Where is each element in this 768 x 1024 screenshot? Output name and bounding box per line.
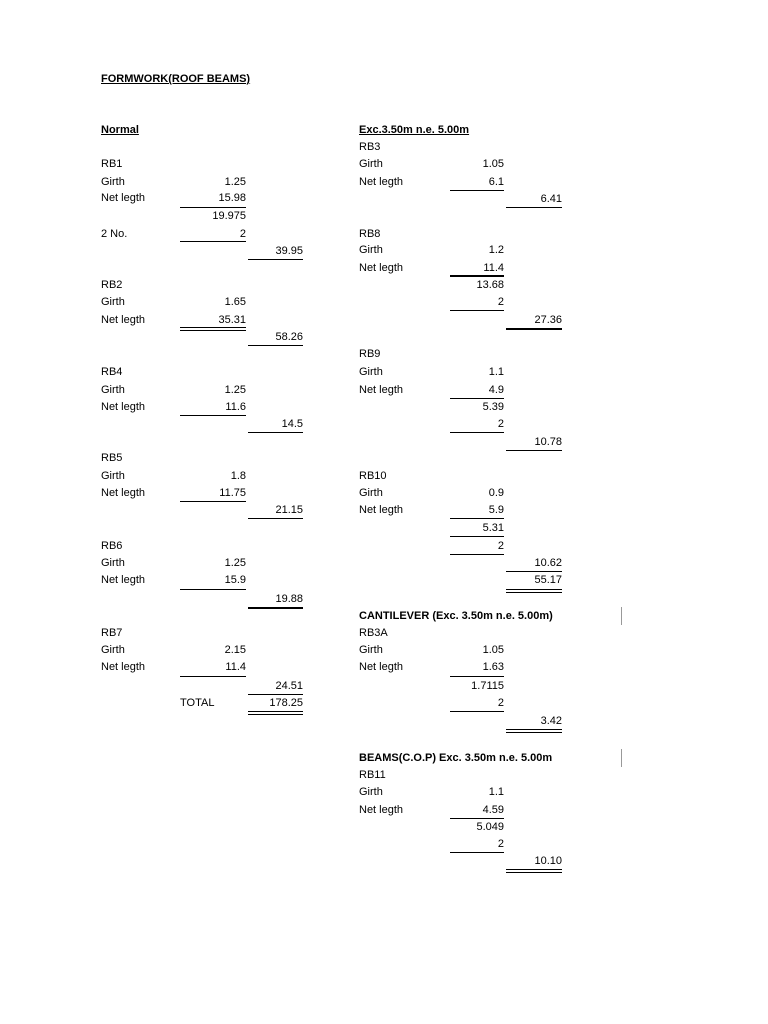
rb5-net-value: 11.75 — [219, 487, 246, 499]
net-length-label: Net legth — [359, 262, 404, 274]
beam-name-rb7: RB7 — [101, 627, 123, 639]
rb1-count-value: 2 — [239, 228, 246, 240]
rb1-count-label: 2 No. — [101, 228, 128, 240]
rb8-count-value: 2 — [497, 296, 504, 308]
rb3a-product-value: 1.7115 — [471, 680, 504, 692]
girth-label: Girth — [101, 176, 125, 188]
section-heading-normal: Normal — [101, 124, 139, 136]
beam-name-rb3a: RB3A — [359, 627, 388, 639]
girth-label: Girth — [101, 644, 125, 656]
girth-label: Girth — [359, 158, 383, 170]
rb11-net-value: 4.59 — [482, 804, 504, 816]
sum-line — [450, 818, 504, 819]
sum-line — [180, 501, 246, 502]
sum-line — [450, 310, 504, 311]
sum-line — [180, 589, 246, 590]
beam-name-rb3: RB3 — [359, 141, 381, 153]
sum-line — [450, 852, 504, 853]
rb7-net-value: 11.4 — [225, 661, 246, 673]
rb10-count-value: 2 — [497, 540, 504, 552]
beam-name-rb9: RB9 — [359, 348, 381, 360]
double-sum-line — [506, 589, 562, 593]
rb2-girth-value: 1.65 — [224, 296, 246, 308]
rb8-net-value: 11.4 — [483, 262, 504, 274]
page-title: FORMWORK(ROOF BEAMS) — [101, 73, 251, 85]
rb8-product-value: 13.68 — [476, 279, 504, 291]
beam-name-rb4: RB4 — [101, 366, 123, 378]
rb3a-result-value: 3.42 — [540, 715, 562, 727]
rb9-net-value: 4.9 — [488, 384, 504, 396]
net-length-label: Net legth — [101, 192, 146, 204]
sum-line — [180, 676, 246, 677]
sum-line — [450, 398, 504, 399]
beam-name-rb11: RB11 — [359, 769, 386, 781]
section-heading-cantilever: CANTILEVER (Exc. 3.50m n.e. 5.00m) — [359, 610, 553, 622]
sum-line — [506, 450, 562, 451]
net-length-label: Net legth — [101, 401, 146, 413]
rb9-result-value: 10.78 — [534, 436, 562, 448]
rb7-girth-value: 2.15 — [224, 644, 246, 656]
section-heading-beams-cop: BEAMS(C.O.P) Exc. 3.50m n.e. 5.00m — [359, 752, 553, 764]
total-value: 178.25 — [269, 697, 303, 709]
rb9-product-value: 5.39 — [482, 401, 504, 413]
girth-label: Girth — [101, 384, 125, 396]
cell-marker — [621, 749, 622, 767]
sum-line — [450, 676, 504, 677]
sum-line — [450, 536, 504, 537]
rb10-girth-value: 0.9 — [488, 487, 504, 499]
rb10-net-value: 5.9 — [488, 504, 504, 516]
rb2-result-value: 58.26 — [275, 331, 303, 343]
total-label: TOTAL — [180, 697, 215, 709]
girth-label: Girth — [359, 644, 383, 656]
cell-marker — [621, 607, 622, 625]
sum-line — [248, 345, 303, 346]
double-sum-line — [180, 327, 246, 331]
sum-line — [180, 241, 246, 242]
sum-line — [506, 571, 562, 572]
rb11-product-value: 5.049 — [476, 821, 504, 833]
sum-line — [180, 207, 246, 208]
rb3a-net-value: 1.63 — [482, 661, 504, 673]
net-length-label: Net legth — [359, 661, 404, 673]
sum-line — [450, 432, 504, 433]
rb2-net-value: 35.31 — [218, 314, 246, 326]
rb9-girth-value: 1.1 — [488, 366, 504, 378]
double-sum-line — [248, 711, 303, 715]
beam-name-rb6: RB6 — [101, 540, 123, 552]
sum-line — [248, 694, 303, 695]
rb3-net-value: 6.1 — [488, 176, 504, 188]
rb6-girth-value: 1.25 — [224, 557, 246, 569]
net-length-label: Net legth — [359, 384, 404, 396]
rb5-girth-value: 1.8 — [230, 470, 246, 482]
exc-subtotal-value: 55.17 — [534, 574, 562, 586]
net-length-label: Net legth — [359, 804, 404, 816]
rb1-net-value: 15.98 — [218, 192, 246, 204]
net-length-label: Net legth — [359, 176, 404, 188]
sum-line — [506, 207, 562, 208]
girth-label: Girth — [101, 557, 125, 569]
net-length-label: Net legth — [101, 487, 146, 499]
sum-line — [450, 190, 504, 191]
rb9-count-value: 2 — [497, 418, 504, 430]
net-length-label: Net legth — [359, 504, 404, 516]
rb6-result-value: 19.88 — [275, 593, 303, 605]
girth-label: Girth — [101, 296, 125, 308]
rb11-girth-value: 1.1 — [488, 786, 504, 798]
rb4-net-value: 11.6 — [225, 401, 246, 413]
rb3-girth-value: 1.05 — [482, 158, 504, 170]
rb10-result-value: 10.62 — [534, 557, 562, 569]
sum-line — [450, 711, 504, 712]
sum-line — [180, 415, 246, 416]
beam-name-rb2: RB2 — [101, 279, 123, 291]
net-length-label: Net legth — [101, 314, 146, 326]
rb4-girth-value: 1.25 — [224, 384, 246, 396]
section-heading-exc: Exc.3.50m n.e. 5.00m — [359, 124, 470, 136]
rb5-result-value: 21.15 — [275, 504, 303, 516]
sum-line — [248, 432, 303, 433]
beam-name-rb8: RB8 — [359, 228, 381, 240]
net-length-label: Net legth — [101, 574, 146, 586]
rb1-product-value: 19.975 — [212, 210, 246, 222]
net-length-label: Net legth — [101, 661, 146, 673]
sum-line — [450, 554, 504, 555]
rb8-girth-value: 1.2 — [488, 244, 504, 256]
rb6-net-value: 15.9 — [224, 574, 246, 586]
rb3a-girth-value: 1.05 — [482, 644, 504, 656]
double-sum-line — [506, 869, 562, 873]
girth-label: Girth — [359, 487, 383, 499]
double-sum-line — [506, 729, 562, 733]
rb7-result-value: 24.51 — [275, 680, 303, 692]
beam-name-rb1: RB1 — [101, 158, 123, 170]
sum-line — [450, 518, 504, 519]
sum-line — [248, 518, 303, 519]
girth-label: Girth — [101, 470, 125, 482]
sum-line — [506, 328, 562, 330]
rb4-result-value: 14.5 — [281, 418, 303, 430]
rb3a-count-value: 2 — [497, 697, 504, 709]
rb8-result-value: 27.36 — [534, 314, 562, 326]
beam-name-rb10: RB10 — [359, 470, 387, 482]
sum-line — [248, 259, 303, 260]
rb11-count-value: 2 — [497, 838, 504, 850]
rb10-product-value: 5.31 — [482, 522, 504, 534]
girth-label: Girth — [359, 366, 383, 378]
girth-label: Girth — [359, 244, 383, 256]
beam-name-rb5: RB5 — [101, 452, 123, 464]
sum-line — [248, 607, 303, 609]
sum-line — [450, 275, 504, 277]
rb1-girth-value: 1.25 — [224, 176, 246, 188]
rb11-result-value: 10.10 — [534, 855, 562, 867]
girth-label: Girth — [359, 786, 383, 798]
rb1-result-value: 39.95 — [275, 245, 303, 257]
rb3-result-value: 6.41 — [540, 193, 562, 205]
